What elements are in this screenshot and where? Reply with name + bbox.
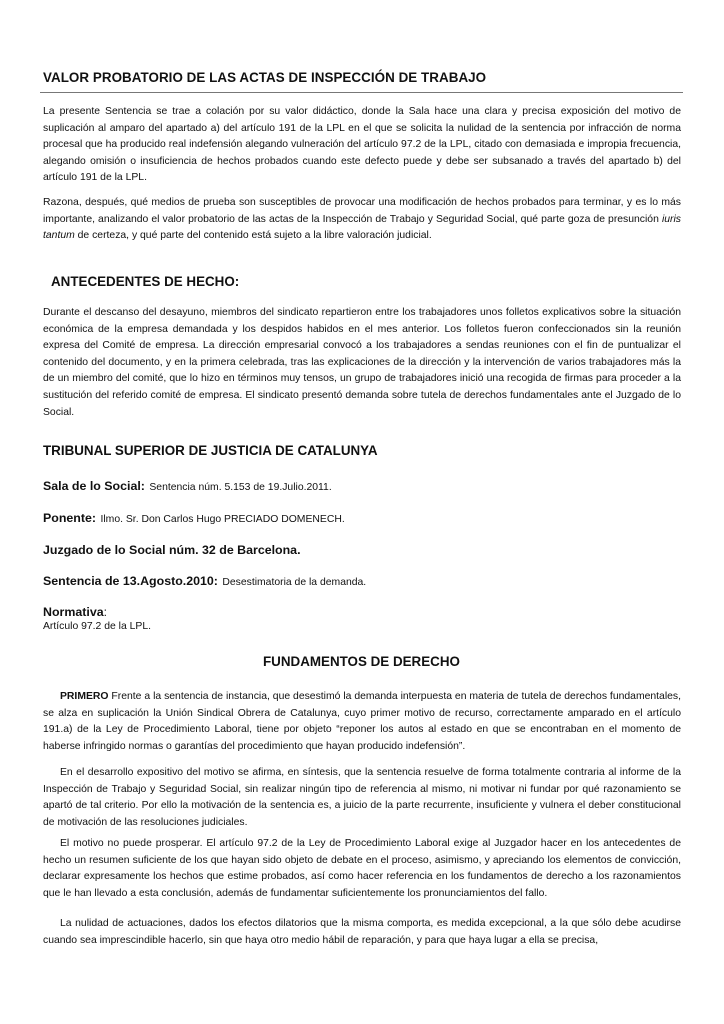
normativa-colon: : bbox=[103, 605, 107, 619]
document-title: VALOR PROBATORIO DE LAS ACTAS DE INSPECCIÓN DE TRABAJO bbox=[43, 70, 487, 85]
fundamentos-paragraph-3: El motivo no puede prosperar. El artículo 97.2 de la Ley de Procedimiento Laboral exige al Juzgador hacer en los antecedentes de hecho un resumen suficiente de los que hayan sido objeto de debate en el proceso, asimismo, y apreciando los elementos de convicción, declarar expresamente los hechos que estime probados, así como hacer referencia en los fundamentos de derecho a los razonamientos que le han llevado a esta conclusión, además de fundamentar suficientemente los pronunciamientos del fallo. bbox=[43, 838, 681, 899]
sentencia-label: Sentencia de 13.Agosto.2010: bbox=[43, 574, 218, 588]
antecedentes-heading: ANTECEDENTES DE HECHO: bbox=[51, 274, 240, 289]
juzgado-line bbox=[43, 541, 301, 559]
sentencia-line bbox=[43, 572, 366, 590]
ponente-label: Ponente: bbox=[43, 511, 97, 525]
intro-paragraph-2 bbox=[43, 195, 681, 245]
fundamentos-primero bbox=[43, 689, 681, 755]
fundamentos-paragraph-2: En el desarrollo expositivo del motivo se afirma, en síntesis, que la sentencia resuelve de forma totalmente contraria al informe de la Inspección de Trabajo y Seguridad Social, sin realizar ningún tipo de referencia al mismo, ni motivar ni fundar por qué razonamiento se apartó de tal criterio. Por ello la motivación de la sentencia es, a juicio de la parte recurrente, insuficiente y vulnera el deber constitucional de motivación de las resoluciones judiciales. bbox=[43, 767, 681, 828]
antecedentes-paragraph: Durante el descanso del desayuno, miembros del sindicato repartieron entre los trabajadores unos folletos explicativos sobre la situación económica de la empresa demandada y los despidos habidos en el mes anterior. Los folletos fueron confeccionados sin la reunión expresa del Comité de empresa. La dirección empresarial convocó a los trabajadores a sendas reuniones con el fin de puntualizar el contenido del documento, y en la primera celebrada, tras las explicaciones de la dirección y la intervención de varios trabajadores más la de un miembro del comité, que lo hizo en términos muy tensos, un grupo de trabajadores inició una recogida de firmas para proceder a la sustitución del referido comité de empresa. El sindicato presentó demanda sobre tutela de derechos fundamentales ante el Juzgado de lo Social. bbox=[43, 307, 681, 418]
title-underline bbox=[40, 92, 683, 93]
fundamentos-p2 bbox=[43, 765, 681, 831]
primero-label: PRIMERO bbox=[60, 691, 109, 702]
primero-text: Frente a la sentencia de instancia, que desestimó la demanda interpuesta en materia de tutela de derechos fundamentales, se alza en suplicación la Unión Sindical Obrera de Catalunya, cuyo primer motivo de recurso, correctamente amparado en el artículo 191.a) de la Ley de Procedimiento Laboral, tiene por objeto “reponer los autos al estado en que se encontraban en el momento de haberse infringido normas o garantías del procedimiento que hayan producido indefensión”. bbox=[43, 691, 681, 752]
ponente-line bbox=[43, 509, 345, 527]
normativa-line bbox=[43, 603, 107, 621]
sala-value: Sentencia núm. 5.153 de 19.Julio.2011. bbox=[149, 482, 332, 493]
intro-p2-text-a: Razona, después, qué medios de prueba son susceptibles de provocar una modificación de hechos probados para terminar, y es lo más importante, analizando el valor probatorio de las actas de la Inspección de Trabajo y Seguridad Social, qué parte goza de presunción bbox=[43, 197, 681, 225]
tribunal-heading: TRIBUNAL SUPERIOR DE JUSTICIA DE CATALUNYA bbox=[43, 443, 378, 458]
normativa-value: Artículo 97.2 de la LPL. bbox=[43, 621, 152, 632]
intro-p2-italic: iuris tantum bbox=[43, 213, 681, 242]
sentencia-value: Desestimatoria de la demanda. bbox=[222, 577, 367, 588]
fundamentos-p3 bbox=[43, 836, 681, 902]
juzgado-label: Juzgado de lo Social núm. 32 de Barcelona. bbox=[43, 543, 301, 557]
intro-paragraph-1: La presente Sentencia se trae a colación por su valor didáctico, donde la Sala hace una clara y precisa exposición del motivo de suplicación al amparo del apartado a) del artículo 191 de la LPL en el que se solicita la nulidad de la sentencia por infracción de norma procesal que ha producido real indefensión alegando vulneración del artículo 97.2 de la LPL, citado con demasiada e impropia frecuencia, alegando omisión o insuficiencia de hechos probados cuando este defecto puede y debe ser subsanado a través del apartado b) del artículo 191 de la LPL. bbox=[43, 106, 681, 184]
intro-section-2 bbox=[43, 195, 681, 245]
fundamentos-heading: FUNDAMENTOS DE DERECHO bbox=[263, 654, 460, 669]
intro-section bbox=[43, 104, 681, 187]
fundamentos-paragraph-1 bbox=[43, 689, 681, 755]
fundamentos-paragraph-4: La nulidad de actuaciones, dados los efectos dilatorios que la misma comporta, es medida excepcional, a la que sólo debe acudirse cuando sea imprescindible hacerlo, sin que haya otro medio hábil de reparación, y para que haya lugar a ella se precisa, bbox=[43, 918, 681, 946]
sala-label: Sala de lo Social: bbox=[43, 479, 145, 493]
sala-line bbox=[43, 477, 332, 495]
antecedentes-section bbox=[43, 305, 681, 421]
normativa-label: Normativa bbox=[43, 605, 104, 619]
intro-p2-text-b: de certeza, y qué parte del contenido está sujeto a la libre valoración judicial. bbox=[74, 230, 432, 242]
fundamentos-p4 bbox=[43, 916, 681, 949]
ponente-value: Ilmo. Sr. Don Carlos Hugo PRECIADO DOMENECH. bbox=[100, 514, 345, 525]
